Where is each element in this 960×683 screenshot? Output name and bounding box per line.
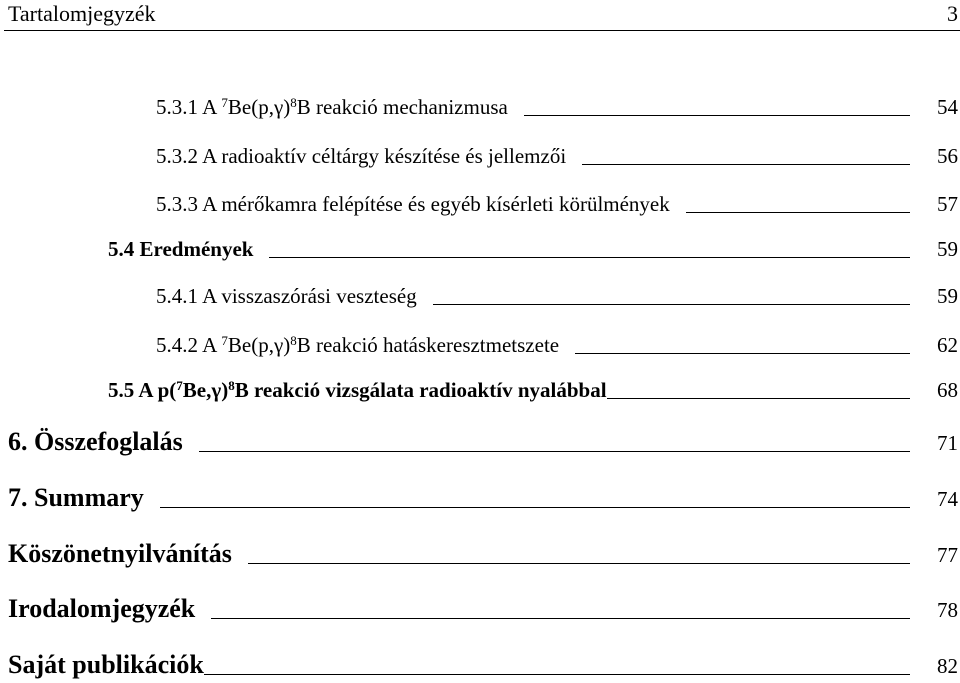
toc-entry-label: 5.4 Eredmények xyxy=(108,237,254,261)
toc-entry-label: Irodalomjegyzék xyxy=(8,594,196,623)
toc-entry-label: 5.3.1 A $^7Be(p,\gamma)^8B$ reakció mechanizmusa xyxy=(156,94,508,119)
toc-entry-5-3-2[interactable] xyxy=(156,144,958,169)
toc-leader-line xyxy=(211,618,910,619)
toc-leader-line xyxy=(686,212,910,213)
toc-entry-5-5[interactable] xyxy=(108,378,958,403)
toc-entry-label: 5.3.3 A mérőkamra felépítése és egyéb kísérleti körülmények xyxy=(156,192,670,216)
toc-leader-line xyxy=(269,257,910,258)
toc-leader-line xyxy=(524,115,910,116)
toc-page-number: 57 xyxy=(937,192,958,216)
toc-entry-acknowledgements[interactable] xyxy=(8,539,958,569)
toc-page-number: 74 xyxy=(937,487,958,511)
toc-entry-5-4-1[interactable] xyxy=(156,284,958,309)
toc-entry-5-3-3[interactable] xyxy=(156,192,958,217)
toc-entry-5-3-1[interactable] xyxy=(156,95,958,120)
toc-entry-label: 5.4.2 A $^7Be(p,\gamma)^8B$ reakció hatáskeresztmetszete xyxy=(156,332,560,357)
toc-page-number: 62 xyxy=(937,333,958,357)
toc-page-number: 71 xyxy=(937,431,958,455)
header-title: Tartalomjegyzék xyxy=(8,1,156,26)
toc-leader-line xyxy=(248,563,910,564)
toc-leader-line xyxy=(433,304,910,305)
toc-page-number: 68 xyxy=(937,378,958,402)
toc-leader-line xyxy=(199,451,910,452)
toc-page-number: 54 xyxy=(937,95,958,119)
toc-entry-label: Köszönetnyilvánítás xyxy=(8,539,232,568)
toc-page-number: 56 xyxy=(937,144,958,168)
toc-page-number: 59 xyxy=(937,284,958,308)
header-page-number: 3 xyxy=(947,1,958,26)
toc-entry-7[interactable] xyxy=(8,483,958,513)
toc-entry-label: 5.4.1 A visszaszórási veszteség xyxy=(156,284,417,308)
toc-entry-label: 5.3.2 A radioaktív céltárgy készítése és jellemzői xyxy=(156,144,567,168)
toc-leader-line xyxy=(607,398,910,399)
toc-page-number: 82 xyxy=(937,654,958,678)
toc-entry-label: 7. Summary xyxy=(8,483,144,512)
toc-entry-6[interactable] xyxy=(8,427,958,457)
toc-page-number: 78 xyxy=(937,598,958,622)
page-header xyxy=(4,0,960,31)
toc-leader-line xyxy=(575,353,910,354)
toc-entry-label: 6. Összefoglalás xyxy=(8,427,183,456)
toc-page-number: 77 xyxy=(937,543,958,567)
toc-entry-bibliography[interactable] xyxy=(8,594,958,624)
toc-entry-own-publications[interactable] xyxy=(8,650,958,680)
toc-entry-5-4[interactable] xyxy=(108,237,958,262)
toc-page-number: 59 xyxy=(937,237,958,261)
toc-entry-label: Saját publikációk xyxy=(8,650,204,679)
toc-entry-5-4-2[interactable] xyxy=(156,333,958,358)
toc-entry-label: 5.5 A $p(^7Be,\gamma)^8B$ reakció vizsgálata radioaktív nyalábbal xyxy=(108,377,607,402)
toc-leader-line xyxy=(160,507,910,508)
toc-leader-line xyxy=(582,164,910,165)
toc-leader-line xyxy=(204,674,910,675)
